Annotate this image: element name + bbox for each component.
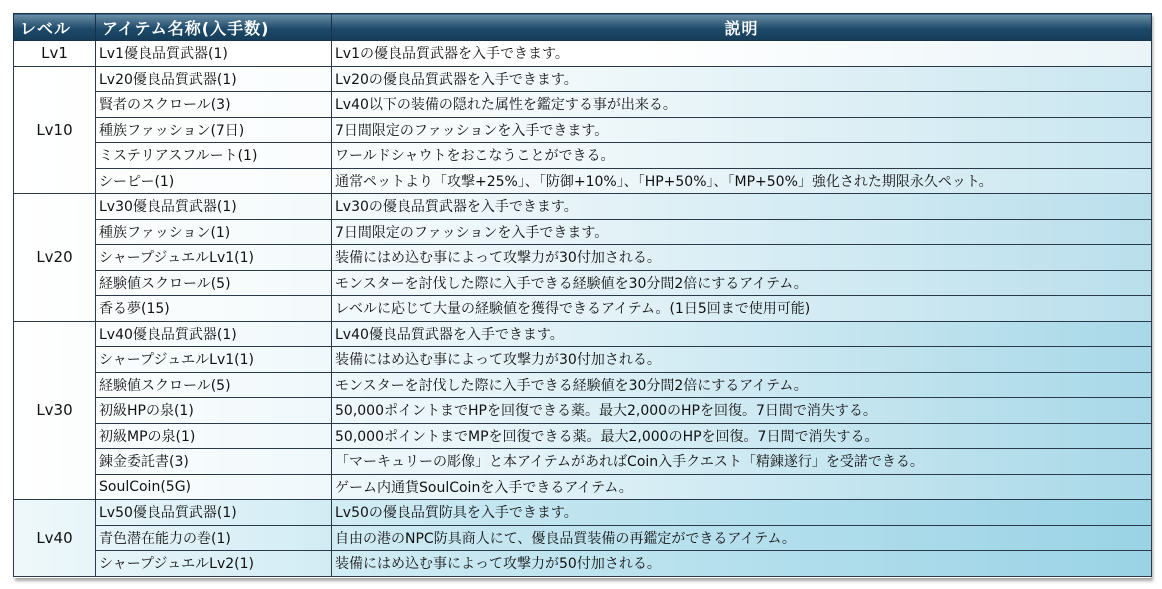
description-cell: 7日間限定のファッションを入手できます。 <box>332 117 1152 143</box>
item-name-cell: 経験値スクロール(5) <box>96 372 332 398</box>
description-cell: 装備にはめ込む事によって攻撃力が30付加される。 <box>332 245 1152 271</box>
description-cell: Lv20の優良品質武器を入手できます。 <box>332 66 1152 92</box>
table-row <box>14 500 1152 526</box>
description-cell: レベルに応じて大量の経験値を獲得できるアイテム。(1日5回まで使用可能) <box>332 296 1152 322</box>
description-cell: 自由の港のNPC防具商人にて、優良品質装備の再鑑定ができるアイテム。 <box>332 525 1152 551</box>
description-cell: ゲーム内通貨SoulCoinを入手できるアイテム。 <box>332 474 1152 500</box>
table-row <box>14 219 1152 245</box>
item-name-cell: Lv30優良品質武器(1) <box>96 194 332 220</box>
description-cell: Lv30の優良品質武器を入手できます。 <box>332 194 1152 220</box>
table-row <box>14 66 1152 92</box>
item-name-cell: 青色潜在能力の巻(1) <box>96 525 332 551</box>
table-row <box>14 321 1152 347</box>
level-cell: Lv10 <box>14 66 96 194</box>
item-name-cell: Lv40優良品質武器(1) <box>96 321 332 347</box>
item-name-cell: 種族ファッション(1) <box>96 219 332 245</box>
reward-table-sheet <box>13 13 1151 578</box>
table-row <box>14 449 1152 475</box>
table-row <box>14 41 1152 67</box>
item-name-cell: 賢者のスクロール(3) <box>96 92 332 118</box>
item-name-column-header: アイテム名称(入手数) <box>96 14 332 41</box>
item-name-cell: 種族ファッション(7日) <box>96 117 332 143</box>
item-name-cell: ミステリアスフルート(1) <box>96 143 332 169</box>
level-column-header: レベル <box>14 14 96 41</box>
table-row <box>14 117 1152 143</box>
description-cell: Lv50の優良品質防具を入手できます。 <box>332 500 1152 526</box>
item-name-cell: SoulCoin(5G) <box>96 474 332 500</box>
table-row <box>14 168 1152 194</box>
item-name-cell: シャープジュエルLv2(1) <box>96 551 332 577</box>
table-row <box>14 525 1152 551</box>
table-row <box>14 270 1152 296</box>
description-cell: 「マーキュリーの彫像」と本アイテムがあればCoin入手クエスト「精錬遂行」を受諾できる。 <box>332 449 1152 475</box>
reward-table <box>13 13 1152 577</box>
description-column-header: 説明 <box>332 14 1152 41</box>
table-row <box>14 296 1152 322</box>
table-row <box>14 92 1152 118</box>
description-cell: Lv1の優良品質武器を入手できます。 <box>332 41 1152 67</box>
description-cell: モンスターを討伐した際に入手できる経験値を30分間2倍にするアイテム。 <box>332 270 1152 296</box>
item-name-cell: 初級MPの泉(1) <box>96 423 332 449</box>
item-name-cell: Lv50優良品質武器(1) <box>96 500 332 526</box>
description-cell: Lv40以下の装備の隠れた属性を鑑定する事が出来る。 <box>332 92 1152 118</box>
table-header-row <box>14 14 1152 41</box>
description-cell: 7日間限定のファッションを入手できます。 <box>332 219 1152 245</box>
description-cell: 50,000ポイントまでMPを回復できる薬。最大2,000のHPを回復。7日間で消失する。 <box>332 423 1152 449</box>
description-cell: 通常ペットより「攻撃+25%」、「防御+10%」、「HP+50%」、「MP+50%」強化された期限永久ペット。 <box>332 168 1152 194</box>
item-name-cell: シーピー(1) <box>96 168 332 194</box>
description-cell: モンスターを討伐した際に入手できる経験値を30分間2倍にするアイテム。 <box>332 372 1152 398</box>
level-group-lv30 <box>14 321 1152 500</box>
item-name-cell: 初級HPの泉(1) <box>96 398 332 424</box>
table-row <box>14 372 1152 398</box>
description-cell: ワールドシャウトをおこなうことができる。 <box>332 143 1152 169</box>
level-group-lv10 <box>14 66 1152 194</box>
table-row <box>14 474 1152 500</box>
table-row <box>14 551 1152 577</box>
description-cell: 装備にはめ込む事によって攻撃力が50付加される。 <box>332 551 1152 577</box>
level-group-lv1 <box>14 41 1152 67</box>
description-cell: 装備にはめ込む事によって攻撃力が30付加される。 <box>332 347 1152 373</box>
level-cell: Lv20 <box>14 194 96 322</box>
table-row <box>14 423 1152 449</box>
level-cell: Lv30 <box>14 321 96 500</box>
description-cell: Lv40優良品質武器を入手できます。 <box>332 321 1152 347</box>
table-row <box>14 398 1152 424</box>
level-cell: Lv40 <box>14 500 96 577</box>
item-name-cell: シャープジュエルLv1(1) <box>96 245 332 271</box>
level-cell: Lv1 <box>14 41 96 67</box>
item-name-cell: シャープジュエルLv1(1) <box>96 347 332 373</box>
item-name-cell: Lv20優良品質武器(1) <box>96 66 332 92</box>
table-row <box>14 143 1152 169</box>
item-name-cell: 錬金委託書(3) <box>96 449 332 475</box>
description-cell: 50,000ポイントまでHPを回復できる薬。最大2,000のHPを回復。7日間で消失する。 <box>332 398 1152 424</box>
item-name-cell: 経験値スクロール(5) <box>96 270 332 296</box>
table-row <box>14 245 1152 271</box>
table-row <box>14 194 1152 220</box>
level-group-lv20 <box>14 194 1152 322</box>
item-name-cell: 香る夢(15) <box>96 296 332 322</box>
item-name-cell: Lv1優良品質武器(1) <box>96 41 332 67</box>
level-group-lv40 <box>14 500 1152 577</box>
table-row <box>14 347 1152 373</box>
